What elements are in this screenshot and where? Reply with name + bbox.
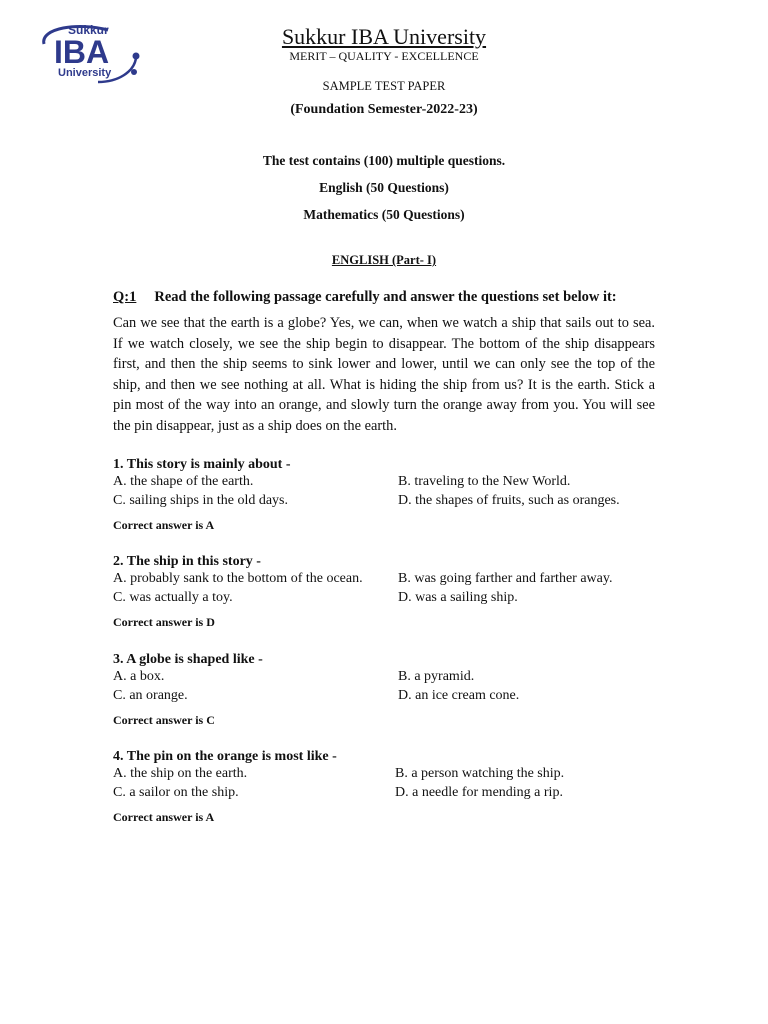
mcq-question: 4. The pin on the orange is most like - bbox=[113, 749, 337, 764]
question-heading bbox=[113, 289, 617, 306]
test-info-english: English (50 Questions) bbox=[319, 180, 449, 195]
correct-answer: Correct answer is A bbox=[113, 810, 215, 824]
option-a: A. the ship on the earth. bbox=[113, 766, 248, 781]
mcq-question: 2. The ship in this story - bbox=[113, 554, 261, 569]
logo-bottom-text: University bbox=[58, 67, 112, 79]
option-d: D. a needle for mending a rip. bbox=[395, 784, 563, 800]
option-b: B. traveling to the New World. bbox=[398, 474, 571, 489]
option-c: C. sailing ships in the old days. bbox=[113, 492, 288, 508]
option-a: A. a box. bbox=[113, 669, 165, 684]
university-title: Sukkur IBA University bbox=[281, 24, 487, 49]
mcq-question: 3. A globe is shaped like - bbox=[113, 652, 263, 667]
question-number: Q:1 bbox=[113, 289, 137, 305]
option-b: B. a pyramid. bbox=[398, 669, 475, 684]
mcq-item-3 bbox=[113, 651, 673, 728]
mcq-options bbox=[113, 765, 673, 802]
option-d: D. was a sailing ship. bbox=[398, 589, 518, 605]
mcq-options bbox=[113, 473, 673, 510]
option-c: C. was actually a toy. bbox=[113, 589, 233, 605]
option-b: B. a person watching the ship. bbox=[395, 766, 565, 781]
option-a: A. the shape of the earth. bbox=[113, 474, 254, 489]
test-info-total: The test contains (100) multiple questions. bbox=[262, 153, 506, 168]
option-b: B. was going farther and farther away. bbox=[398, 571, 613, 586]
mcq-item-1 bbox=[113, 456, 673, 533]
mcq-question: 1. This story is mainly about - bbox=[113, 457, 291, 472]
logo-node bbox=[131, 69, 137, 75]
option-a: A. probably sank to the bottom of the ocean. bbox=[113, 571, 363, 586]
reading-passage: Can we see that the earth is a globe? Yes, we can, when we watch a ship that sails out to sea. If we watch closely, we see the ship begin to disappear. The bottom of the ship disappears first, and then the ship seems to sink lower and lower, until we can only see the top of the ship, and then we see nothing at all. What is hiding the ship from us? It is the earth. Stick a pin most of the way into an orange, and slowly turn the orange away from you. You will see the pin disappear, just as a ship does on the earth. bbox=[113, 315, 655, 434]
logo-main-text: IBA bbox=[54, 34, 110, 70]
correct-answer: Correct answer is C bbox=[113, 713, 215, 727]
test-info-math: Mathematics (50 Questions) bbox=[303, 207, 465, 222]
section-title: ENGLISH (Part- I) bbox=[331, 253, 437, 267]
question-instruction: Read the following passage carefully and answer the questions set below it: bbox=[154, 289, 617, 305]
option-d: D. an ice cream cone. bbox=[398, 687, 520, 703]
mcq-item-4 bbox=[113, 748, 673, 825]
mcq-options bbox=[113, 668, 673, 705]
correct-answer: Correct answer is A bbox=[113, 518, 215, 532]
option-d: D. the shapes of fruits, such as oranges. bbox=[398, 492, 620, 508]
logo-top-text: Sukkur bbox=[68, 23, 109, 37]
correct-answer: Correct answer is D bbox=[113, 615, 215, 629]
option-c: C. an orange. bbox=[113, 687, 188, 703]
option-c: C. a sailor on the ship. bbox=[113, 784, 239, 800]
mcq-item-2 bbox=[113, 553, 673, 630]
university-motto: MERIT – QUALITY - EXCELLENCE bbox=[289, 49, 479, 63]
paper-title: SAMPLE TEST PAPER bbox=[322, 79, 446, 93]
semester-label: (Foundation Semester-2022-23) bbox=[290, 102, 478, 117]
mcq-options bbox=[113, 570, 673, 607]
